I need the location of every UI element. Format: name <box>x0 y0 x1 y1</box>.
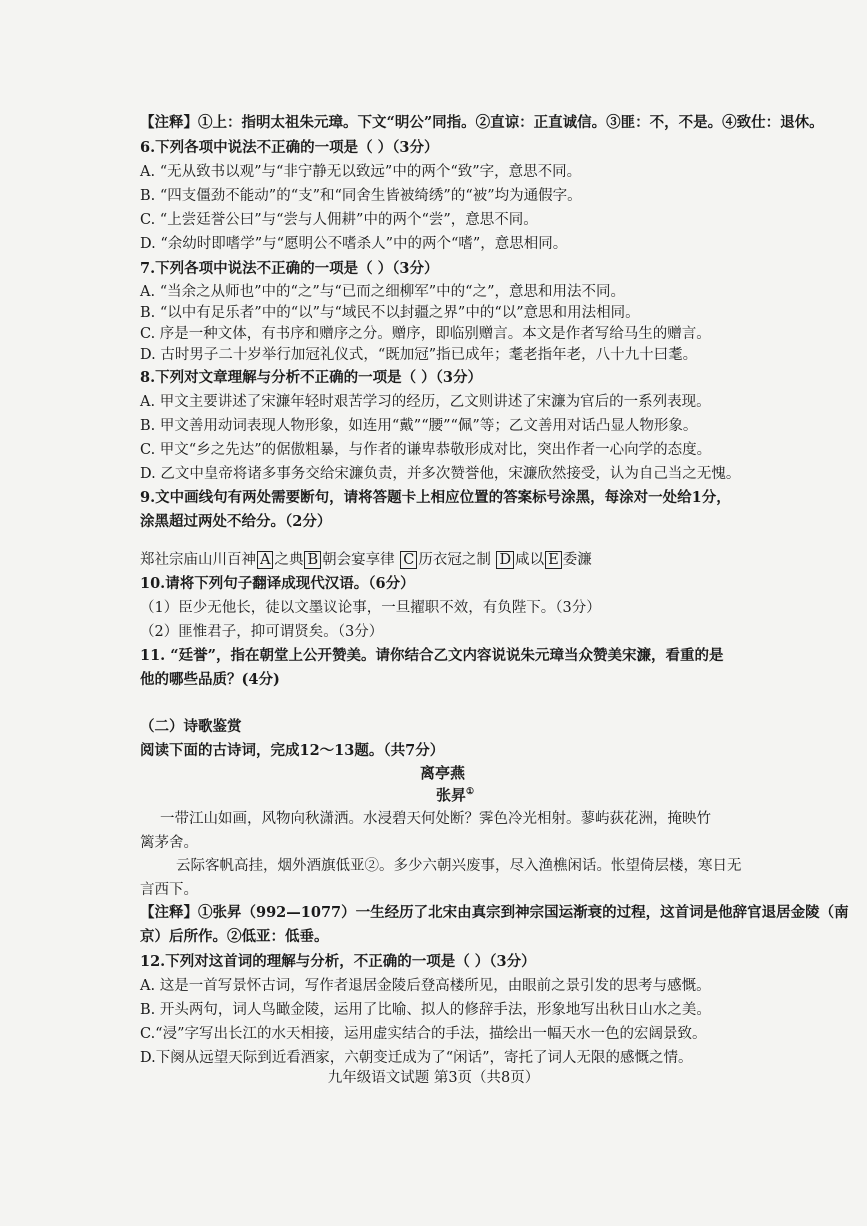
q7-option-c: C. 序是一种文体，有书序和赠序之分。赠序，即临别赠言。本文是作者写给马生的赠言。 <box>140 326 711 342</box>
seg-box-e[interactable]: E <box>545 551 562 569</box>
question-10: 10.请将下列句子翻译成现代汉语。（6分） <box>140 575 415 592</box>
question-9-cont: 涂黑超过两处不给分。（2分） <box>140 513 332 530</box>
question-7: 7.下列各项中说法不正确的一项是（ ）（3分） <box>140 260 439 277</box>
q7-option-d: D. 古时男子二十岁举行加冠礼仪式，“既加冠”指已成年；耄老指年老，八十九十曰耄。 <box>140 347 698 363</box>
poem-note: 【注释】①张昇（992—1077）一生经历了北宋由真宗到神宗国运渐衰的过程，这首词是他辞官退居金陵（南 <box>140 904 849 921</box>
question-12: 12.下列对这首词的理解与分析，不正确的一项是（ ）（3分） <box>140 953 536 970</box>
poem-author: 张昇① <box>436 786 475 804</box>
poem-title: 离亭燕 <box>420 764 466 782</box>
q12-option-b: B. 开头两句，词人鸟瞰金陵，运用了比喻、拟人的修辞手法，形象地写出秋日山水之美。 <box>140 1002 711 1018</box>
seg-box-a[interactable]: A <box>257 551 273 569</box>
q10-item-2: （2）匪惟君子，抑可谓贤矣。（3分） <box>140 624 384 640</box>
poem-line-2: 云际客帆高挂，烟外酒旗低亚②。多少六朝兴废事，尽入渔樵闲话。怅望倚层楼，寒日无 <box>176 858 742 874</box>
q6-option-c: C. “上尝廷誉公曰”与“尝与人佣耕”中的两个“尝”，意思不同。 <box>140 212 538 228</box>
q6-option-a: A. “无从致书以观”与“非宁静无以致远”中的两个“致”字，意思不同。 <box>140 164 582 180</box>
q8-option-d: D. 乙文中皇帝将诸多事务交给宋濂负责，并多次赞誉他，宋濂欣然接受，认为自己当之无愧。 <box>140 466 741 482</box>
question-9: 9.文中画线句有两处需要断句，请将答题卡上相应位置的答案标号涂黑，每涂对一处给1分， <box>140 489 731 506</box>
q7-option-a: A. “当余之从师也”中的“之”与“已而之细柳军”中的“之”，意思和用法不同。 <box>140 284 625 300</box>
q6-option-d: D. “余幼时即嗜学”与“愿明公不嗜杀人”中的两个“嗜”，意思相同。 <box>140 236 568 252</box>
question-11-cont: 他的哪些品质？(4分) <box>140 671 280 688</box>
poem-note-cont: 京）后所作。②低亚：低垂。 <box>140 928 329 945</box>
poem-line-1: 一带江山如画，风物向秋潇洒。水浸碧天何处断？霁色冷光相射。蓼屿荻花洲，掩映竹 <box>160 811 711 827</box>
seg-text: 之典 <box>274 552 304 568</box>
section-heading: （二）诗歌鉴赏 <box>140 718 242 735</box>
poem-line-2-cont: 言西下。 <box>140 882 198 898</box>
seg-box-c[interactable]: C <box>400 551 417 569</box>
q12-option-d: D.下阕从远望天际到近看酒家，六朝变迁成为了“闲话”，寄托了词人无限的感慨之情。 <box>140 1050 693 1066</box>
note-line: 【注释】①上：指明太祖朱元璋。下文“明公”同指。②直谅：正直诚信。③匪：不，不是。④致仕：退休。 <box>140 114 824 131</box>
q12-option-a: A. 这是一首写景怀古词，写作者退居金陵后登高楼所见，由眼前之景引发的思考与感慨。 <box>140 978 711 994</box>
question-6: 6.下列各项中说法不正确的一项是（ ）（3分） <box>140 139 439 156</box>
q8-option-c: C. 甲文“乡之先达”的倨傲粗暴，与作者的谦卑恭敬形成对比，突出作者一心向学的态度。 <box>140 442 712 458</box>
question-11: 11. “廷誉”，指在朝堂上公开赞美。请你结合乙文内容说说朱元璋当众赞美宋濂，看重的是 <box>140 647 724 664</box>
q12-option-c: C.“浸”字写出长江的水天相接，运用虚实结合的手法，描绘出一幅天水一色的宏阔景致。 <box>140 1026 707 1042</box>
page-footer: 九年级语文试题 第3页（共8页） <box>327 1070 540 1086</box>
q10-item-1: （1）臣少无他长，徒以文墨议论事，一旦擢职不效，有负陛下。（3分） <box>140 600 601 616</box>
question-8: 8.下列对文章理解与分析不正确的一项是（ ）（3分） <box>140 369 483 386</box>
poem-line-1-cont: 篱茅舍。 <box>140 835 198 851</box>
seg-text: 历衣冠之制 <box>418 552 491 568</box>
seg-text: 咸以 <box>515 552 545 568</box>
seg-box-d[interactable]: D <box>496 551 514 569</box>
section-instruction: 阅读下面的古诗词，完成12～13题。（共7分） <box>140 742 445 759</box>
seg-text: 委濂 <box>562 552 592 568</box>
seg-text: 郑社宗庙山川百神 <box>140 552 256 568</box>
seg-text: 朝会宴享律 <box>322 552 395 568</box>
q6-option-b: B. “四支僵劲不能动”的“支”和“同舍生皆被绮绣”的“被”均为通假字。 <box>140 188 582 204</box>
q8-option-a: A. 甲文主要讲述了宋濂年轻时艰苦学习的经历，乙文则讲述了宋濂为官后的一系列表现。 <box>140 394 711 410</box>
q8-option-b: B. 甲文善用动词表现人物形象，如连用“戴”“腰”“佩”等；乙文善用对话凸显人物形象。 <box>140 418 698 434</box>
segmentation-line <box>140 550 592 570</box>
q7-option-b: B. “以中有足乐者”中的“以”与“域民不以封疆之界”中的“以”意思和用法相同。 <box>140 305 640 321</box>
seg-box-b[interactable]: B <box>304 551 321 569</box>
